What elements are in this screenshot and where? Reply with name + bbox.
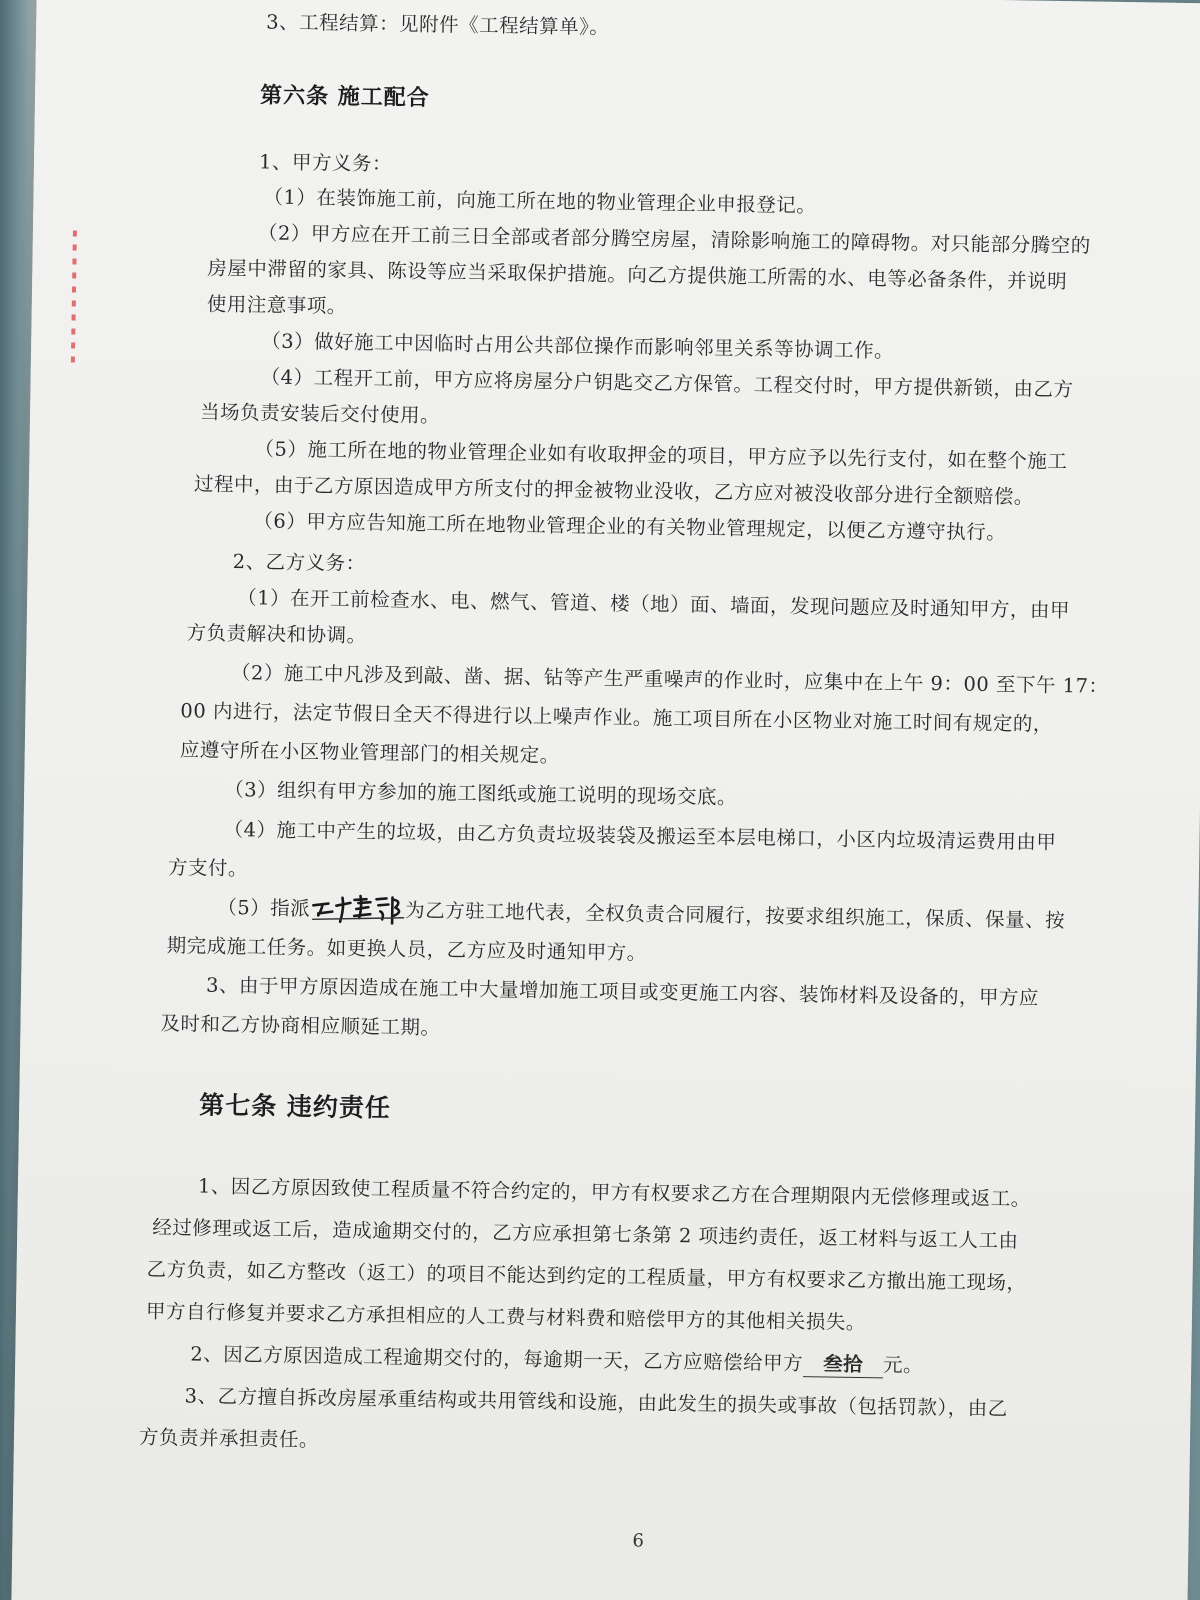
party-b-duty-1: （1）在开工前检查水、电、燃气、管道、楼（地）面、墙面，发现问题应及时通知甲方，由甲 <box>237 586 1071 623</box>
penalty-unit: 元。 <box>882 1353 924 1377</box>
party-b-duty-2: （2）施工中凡涉及到敲、凿、据、钻等产生严重噪声的作业时，应集中在上午 9：00 至下午 17： <box>230 661 1109 698</box>
party-a-duties-title: 1、甲方义务： <box>258 150 393 176</box>
party-b-duty-5 <box>217 892 1065 935</box>
breach-clause-3: 3、乙方擅自拆改房屋承重结构或共用管线和设施，由此发生的损失或事故（包括罚款），由乙 <box>184 1384 1008 1421</box>
party-b-duty-1-cont: 方负责解决和协调。 <box>186 621 367 648</box>
party-b-duties-title: 2、乙方义务： <box>232 550 366 576</box>
page-number: 6 <box>632 1530 645 1552</box>
penalty-prefix: 2、因乙方原因造成工程逾期交付的，每逾期一天，乙方应赔偿给甲方 <box>190 1342 804 1376</box>
party-a-duty-5: （5）施工所在地的物业管理企业如有收取押金的项目，甲方应予以先行支付，如在整个施工 <box>254 437 1068 474</box>
party-a-duty-2-cont: 使用注意事项。 <box>206 292 347 318</box>
party-b-duty-4-cont: 方支付。 <box>167 856 249 881</box>
red-ink-mark <box>71 230 77 370</box>
party-b-duty-2-cont: 应遵守所在小区物业管理部门的相关规定。 <box>179 738 560 768</box>
schedule-extension-clause: 3、由于甲方原因造成在施工中大量增加施工项目或变更施工内容、装饰材料及设备的，甲方应 <box>205 973 1040 1010</box>
handwritten-signature <box>310 893 405 924</box>
breach-clause-1-cont: 甲方自行修复并要求乙方承担相应的人工费与材料费和赔偿甲方的其他相关损失。 <box>145 1299 867 1335</box>
party-a-duty-5-cont: 过程中，由于乙方原因造成甲方所支付的押金被物业没收，乙方应对被没收部分进行全额赔偿。 <box>193 472 1035 509</box>
article-6-heading: 第六条 施工配合 <box>259 83 430 112</box>
party-a-duty-2: （2）甲方应在开工前三日全部或者部分腾空房屋，清除影响施工的障碍物。对只能部分腾空的 <box>257 221 1091 258</box>
schedule-extension-cont: 及时和乙方协商相应顺延工期。 <box>160 1011 441 1040</box>
breach-clause-2 <box>190 1338 923 1379</box>
party-a-duty-1: （1）在装饰施工前，向施工所在地的物业管理企业申报登记。 <box>263 185 817 218</box>
article-7-heading: 第七条 违约责任 <box>198 1090 392 1123</box>
breach-clause-3-cont: 方负责并承担责任。 <box>138 1425 320 1452</box>
party-a-duty-4-cont: 当场负责安装后交付使用。 <box>199 400 441 428</box>
breach-clause-1: 1、因乙方原因致使工程质量不符合约定的，甲方有权要求乙方在合理期限内无偿修理或返工。 <box>197 1174 1031 1211</box>
party-b-duty-2-cont: 00 内进行，法定节假日全天不得进行以上噪声作业。施工项目所在小区物业对施工时间有规定的， <box>180 699 1054 736</box>
party-a-duty-4: （4）工程开工前，甲方应将房屋分户钥匙交乙方保管。工程交付时，甲方提供新锁，由乙方 <box>260 365 1074 402</box>
penalty-amount: 叁拾 <box>803 1348 883 1378</box>
document-page <box>11 0 1200 1600</box>
party-b-duty-5-cont: 期完成施工任务。如更换人员，乙方应及时通知甲方。 <box>166 934 647 965</box>
breach-clause-1-cont: 经过修理或返工后，造成逾期交付的，乙方应承担第七条第 2 项违约责任，返工材料与返工人工由 <box>152 1215 1019 1253</box>
designate-prefix: （5）指派 <box>217 895 311 921</box>
settlement-clause: 3、工程结算：见附件《工程结算单》。 <box>266 10 610 39</box>
designate-suffix: 为乙方驻工地代表，全权负责合同履行，按要求组织施工，保质、保量、按 <box>405 898 1066 933</box>
page-content <box>138 5 1126 1552</box>
party-b-duty-3: （3）组织有甲方参加的施工图纸或施工说明的现场交底。 <box>224 777 738 809</box>
party-a-duty-6: （6）甲方应告知施工所在地物业管理企业的有关物业管理规定，以便乙方遵守执行。 <box>253 509 1007 545</box>
party-a-duty-3: （3）做好施工中因临时占用公共部位操作而影响邻里关系等协调工作。 <box>261 329 895 363</box>
breach-clause-1-cont: 乙方负责，如乙方整改（返工）的项目不能达到约定的工程质量，甲方有权要求乙方撤出施工现场， <box>146 1257 1027 1295</box>
party-b-duty-4: （4）施工中产生的垃圾，由乙方负责垃圾装袋及搬运至本层电梯口，小区内垃圾清运费用由甲 <box>223 817 1057 854</box>
party-a-duty-2-cont: 房屋中滞留的家具、陈设等应当采取保护措施。向乙方提供施工所需的水、电等必备条件，并说明 <box>207 256 1068 294</box>
